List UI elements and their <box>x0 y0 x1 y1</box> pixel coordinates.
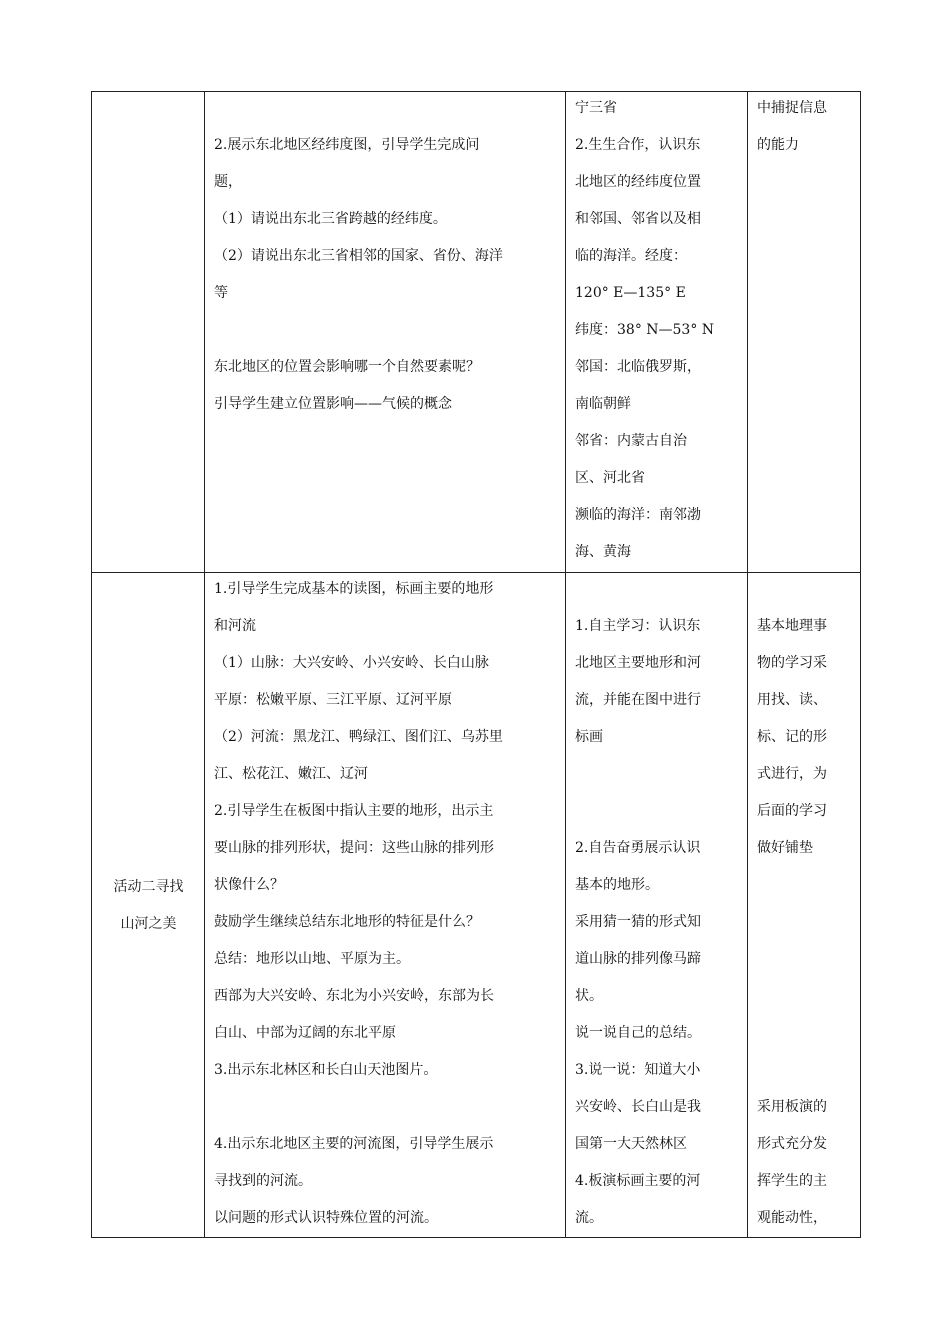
student-activity-cell <box>566 92 748 573</box>
purpose-cell <box>748 92 861 573</box>
teacher-line: 寻找到的河流。 <box>214 1173 312 1189</box>
teacher-line: 平原：松嫩平原、三江平原、辽河平原 <box>214 692 452 708</box>
teacher-activity-cell <box>205 573 566 1238</box>
table-row <box>92 573 861 1238</box>
student-activity-cell <box>566 573 748 1238</box>
teacher-line: 2.展示东北地区经纬度图，引导学生完成问 <box>214 137 480 153</box>
purpose-line: 观能动性， <box>757 1210 827 1226</box>
table-row <box>92 92 861 573</box>
purpose-line: 物的学习采 <box>757 655 827 671</box>
student-line: 采用猜一猜的形式知 <box>575 914 701 930</box>
purpose-line: 挥学生的主 <box>757 1173 827 1189</box>
teacher-line: 引导学生建立位置影响——气候的概念 <box>214 396 452 412</box>
student-line: 状。 <box>575 988 603 1004</box>
activity-title: 山河之美 <box>120 916 177 932</box>
student-line: 区、河北省 <box>575 470 645 486</box>
student-line: 2.生生合作，认识东 <box>575 137 701 153</box>
teacher-line: （2）河流：黑龙江、鸭绿江、图们江、乌苏里 <box>214 729 503 745</box>
student-line: 流。 <box>575 1210 603 1226</box>
purpose-cell <box>748 573 861 1238</box>
student-line: 北地区的经纬度位置 <box>575 174 701 190</box>
student-line: 流，并能在图中进行 <box>575 692 701 708</box>
student-line: 120° E—135° E <box>575 285 686 301</box>
teacher-line: 江、松花江、嫩江、辽河 <box>214 766 368 782</box>
teacher-line: 3.出示东北林区和长白山天池图片。 <box>214 1062 438 1078</box>
student-line: 4.板演标画主要的河 <box>575 1173 701 1189</box>
teacher-line: 东北地区的位置会影响哪一个自然要素呢？ <box>214 359 480 375</box>
teacher-line: （1）山脉：大兴安岭、小兴安岭、长白山脉 <box>214 655 489 671</box>
lesson-plan-table <box>91 91 861 1238</box>
student-line: 标画 <box>575 729 603 745</box>
student-line: 道山脉的排列像马蹄 <box>575 951 701 967</box>
teacher-line: 白山、中部为辽阔的东北平原 <box>214 1025 396 1041</box>
purpose-line: 式进行，为 <box>757 766 827 782</box>
teacher-line: 题， <box>214 174 242 190</box>
teacher-line: 状像什么？ <box>214 877 284 893</box>
student-line: 兴安岭、长白山是我 <box>575 1099 701 1115</box>
teacher-line: 等 <box>214 285 228 301</box>
purpose-line: 的能力 <box>757 137 799 153</box>
teacher-line: 鼓励学生继续总结东北地形的特征是什么？ <box>214 914 480 930</box>
purpose-line: 做好铺垫 <box>757 840 813 856</box>
teacher-activity-cell <box>205 92 566 573</box>
student-line: 基本的地形。 <box>575 877 659 893</box>
student-line: 3.说一说：知道大小 <box>575 1062 701 1078</box>
teacher-line: 要山脉的排列形状，提问：这些山脉的排列形 <box>214 840 494 856</box>
activity-cell <box>92 92 205 573</box>
purpose-line: 用找、读、 <box>757 692 827 708</box>
student-line: 2.自告奋勇展示认识 <box>575 840 701 856</box>
teacher-line: 1.引导学生完成基本的读图，标画主要的地形 <box>214 581 494 597</box>
student-line: 邻省：内蒙古自治 <box>575 433 687 449</box>
student-line: 宁三省 <box>575 100 617 116</box>
student-line: 国第一大天然林区 <box>575 1136 687 1152</box>
teacher-line: 和河流 <box>214 618 256 634</box>
student-line: 北地区主要地形和河 <box>575 655 701 671</box>
teacher-line: 4.出示东北地区主要的河流图，引导学生展示 <box>214 1136 494 1152</box>
teacher-line: 以问题的形式认识特殊位置的河流。 <box>214 1210 438 1226</box>
teacher-line: （1）请说出东北三省跨越的经纬度。 <box>214 211 447 227</box>
student-line: 邻国：北临俄罗斯， <box>575 359 701 375</box>
purpose-line: 标、记的形 <box>757 729 827 745</box>
student-line: 说一说自己的总结。 <box>575 1025 701 1041</box>
purpose-line: 后面的学习 <box>757 803 827 819</box>
purpose-line: 采用板演的 <box>757 1099 827 1115</box>
student-line: 1.自主学习：认识东 <box>575 618 701 634</box>
student-line: 濒临的海洋：南邻渤 <box>575 507 701 523</box>
student-line: 和邻国、邻省以及相 <box>575 211 701 227</box>
activity-cell <box>92 573 205 1238</box>
teacher-line: （2）请说出东北三省相邻的国家、省份、海洋 <box>214 248 503 264</box>
teacher-line: 2.引导学生在板图中指认主要的地形，出示主 <box>214 803 494 819</box>
student-line: 海、黄海 <box>575 544 631 560</box>
student-line: 临的海洋。经度： <box>575 248 687 264</box>
purpose-line: 中捕捉信息 <box>757 100 827 116</box>
teacher-line: 总结：地形以山地、平原为主。 <box>214 951 410 967</box>
activity-title: 活动二寻找 <box>113 879 184 895</box>
purpose-line: 形式充分发 <box>757 1136 827 1152</box>
student-line: 纬度：38° N—53° N <box>575 322 715 338</box>
teacher-line: 西部为大兴安岭、东北为小兴安岭，东部为长 <box>214 988 494 1004</box>
purpose-line: 基本地理事 <box>757 618 827 634</box>
student-line: 南临朝鲜 <box>575 396 631 412</box>
